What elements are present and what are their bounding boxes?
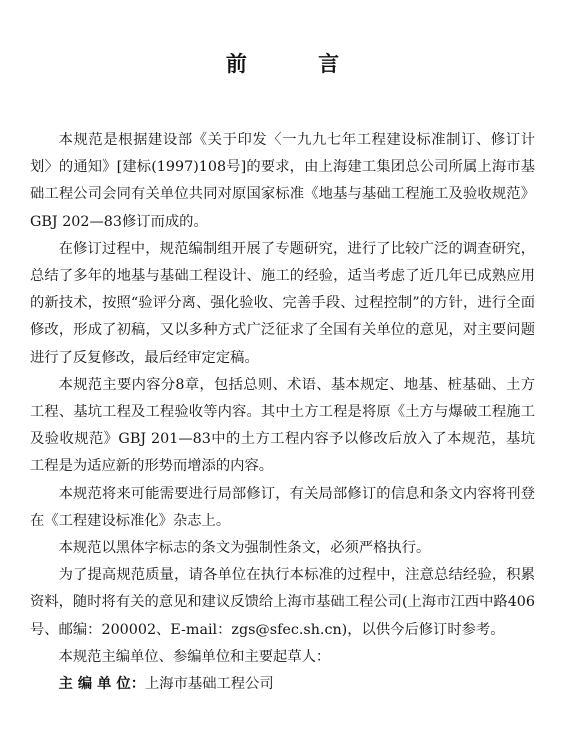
chief-editor-line	[30, 671, 535, 698]
chief-editor-label: 主 编 单 位：	[58, 676, 146, 693]
paragraph-mandatory-clauses: 本规范以黑体字标志的条文为强制性条文，必须严格执行。	[58, 540, 431, 557]
paragraph-drafters-intro: 本规范主编单位、参编单位和主要起草人：	[58, 648, 331, 665]
paragraph-partial-revision: 本规范将来可能需要进行局部修订，有关局部修订的信息和条文内容将刊登在《工程建设标准化》杂志上。	[30, 485, 535, 529]
paragraph-revision-process: 在修订过程中，规范编制组开展了专题研究，进行了比较广泛的调查研究，总结了多年的地基与基础工程设计、施工的经验，适当考虑了近几年已成熟应用的新技术，按照“验评分离、强化验收、完善手段、过程控制”的方针，进行全面修改，形成了初稿，又以多种方式广泛征求了全国有关单位的意见，对主要问题进行了反复修改，最后经审定定稿。	[30, 240, 535, 366]
page-title: 前 言	[225, 52, 372, 76]
chief-editor-value: 上海市基础工程公司	[145, 676, 274, 693]
document-body	[30, 127, 535, 698]
paragraph-basis: 本规范是根据建设部《关于印发〈一九九七年工程建设标准制订、修订计划〉的通知》[建标(1997)108号]的要求，由上海建工集团总公司所属上海市基础工程公司会同有关单位共同对原国家标准《地基与基础工程施工及验收规范》GBJ 202—83修订而成的。	[30, 132, 535, 230]
paragraph-feedback: 为了提高规范质量，请各单位在执行本标准的过程中，注意总结经验，积累资料，随时将有关的意见和建议反馈给上海市基础工程公司(上海市江西中路406号、邮编：200002、E-mail：zgs@sfec.sh.cn)，以供今后修订时参考。	[30, 567, 535, 638]
paragraph-main-content: 本规范主要内容分8章，包括总则、术语、基本规定、地基、桩基础、土方工程、基坑工程及工程验收等内容。其中土方工程是将原《土方与爆破工程施工及验收规范》GBJ 201—83中的土方工程内容予以修改后放入了本规范，基坑工程是为适应新的形势而增添的内容。	[30, 376, 535, 475]
